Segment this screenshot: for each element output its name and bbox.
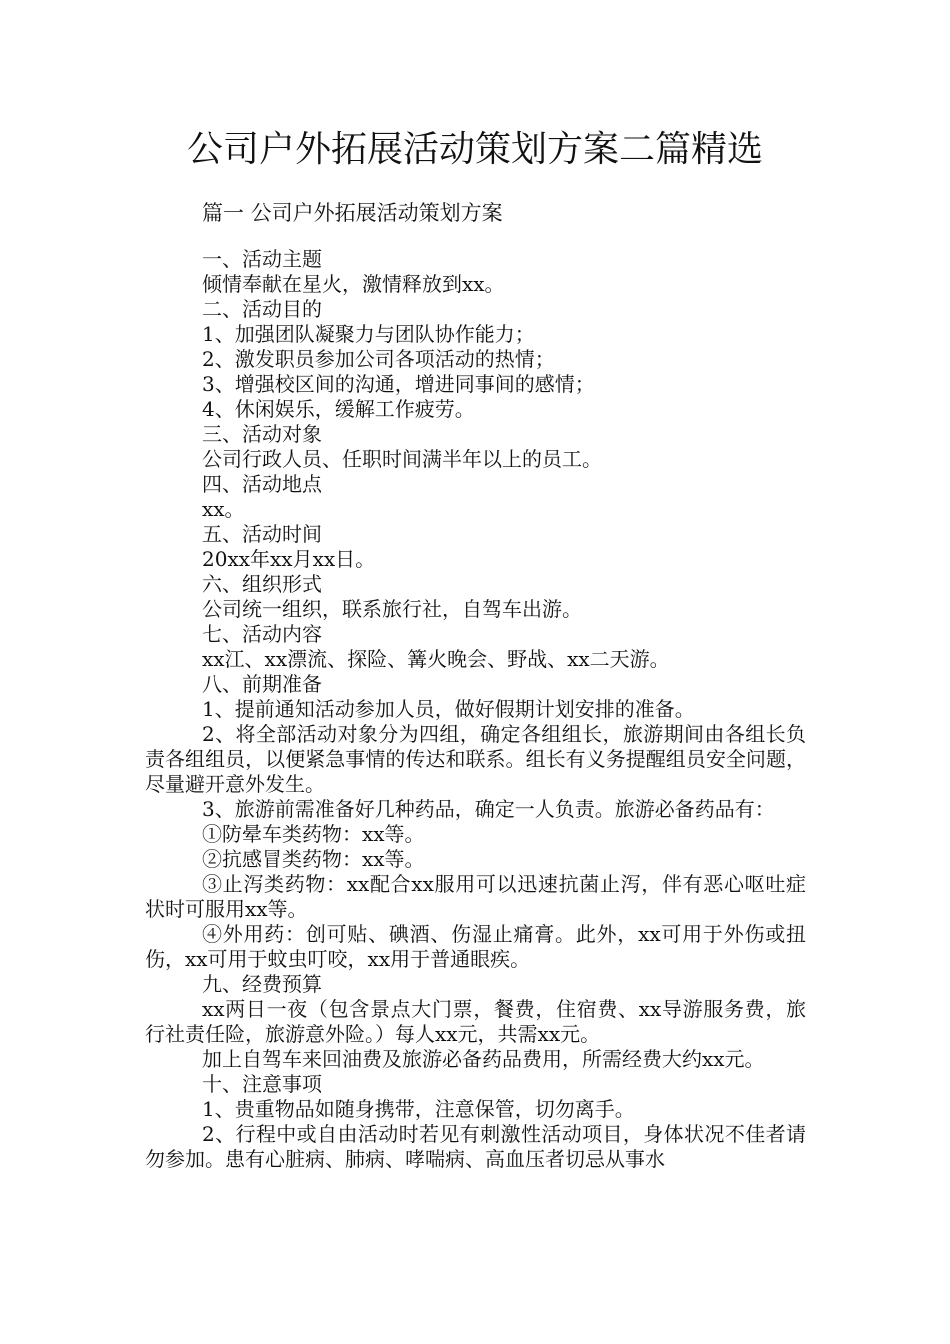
paragraph: 三、活动对象 — [202, 422, 322, 446]
paragraph: 3、旅游前需准备好几种药品，确定一人负责。旅游必备药品有： — [202, 797, 775, 821]
paragraph: xx两日一夜（包含景点大门票，餐费，住宿费、xx导游服务费，旅行社责任险，旅游意外险。）每人xx元，共需xx元。 — [145, 997, 806, 1046]
paragraph: ④外用药：创可贴、碘酒、伤湿止痛膏。此外，xx可用于外伤或扭伤，xx可用于蚊虫叮咬，xx用于普通眼疾。 — [145, 922, 806, 971]
paragraph: 八、前期准备 — [202, 672, 322, 696]
paragraph: 六、组织形式 — [202, 572, 322, 596]
paragraph: 20xx年xx月xx日。 — [202, 547, 376, 571]
paragraph: 2、行程中或自由活动时若见有刺激性活动项目，身体状况不佳者请勿参加。患有心脏病、肺病、哮喘病、高血压者切忌从事水 — [145, 1122, 806, 1171]
paragraph: 四、活动地点 — [202, 472, 322, 496]
paragraph: 九、经费预算 — [202, 972, 322, 996]
paragraph: 公司行政人员、任职时间满半年以上的员工。 — [202, 447, 602, 471]
paragraph: 七、活动内容 — [202, 622, 322, 646]
paragraph: 一、活动主题 — [202, 247, 322, 271]
paragraph: ②抗感冒类药物：xx等。 — [202, 847, 425, 871]
paragraph: ①防晕车类药物：xx等。 — [202, 822, 425, 846]
document-title: 公司户外拓展活动策划方案二篇精选 — [186, 129, 763, 170]
paragraph: 1、提前通知活动参加人员，做好假期计划安排的准备。 — [202, 697, 695, 721]
paragraph: 公司统一组织，联系旅行社，自驾车出游。 — [202, 597, 582, 621]
paragraph: 二、活动目的 — [202, 297, 322, 321]
paragraph: 1、加强团队凝聚力与团队协作能力； — [202, 322, 535, 346]
paragraph: 五、活动时间 — [202, 522, 322, 546]
document-body — [145, 247, 806, 1172]
paragraph: 2、激发职员参加公司各项活动的热情； — [202, 347, 555, 371]
paragraph: 十、注意事项 — [202, 1072, 322, 1096]
paragraph: 2、将全部活动对象分为四组，确定各组组长，旅游期间由各组长负责各组组员，以便紧急事情的传达和联系。组长有义务提醒组员安全问题，尽量避开意外发生。 — [145, 722, 806, 796]
paragraph: xx江、xx漂流、探险、篝火晚会、野战、xx二天游。 — [202, 647, 670, 671]
paragraph: ③止泻类药物：xx配合xx服用可以迅速抗菌止泻，伴有恶心呕吐症状时可服用xx等。 — [145, 872, 806, 921]
paragraph: xx。 — [202, 497, 245, 521]
paragraph: 4、休闲娱乐，缓解工作疲劳。 — [202, 397, 475, 421]
section-subtitle: 篇一 公司户外拓展活动策划方案 — [202, 201, 503, 225]
paragraph: 3、增强校区间的沟通，增进同事间的感情； — [202, 372, 595, 396]
paragraph: 倾情奉献在星火，激情释放到xx。 — [202, 272, 505, 296]
paragraph: 加上自驾车来回油费及旅游必备药品费用，所需经费大约xx元。 — [202, 1047, 765, 1071]
paragraph: 1、贵重物品如随身携带，注意保管，切勿离手。 — [202, 1097, 635, 1121]
